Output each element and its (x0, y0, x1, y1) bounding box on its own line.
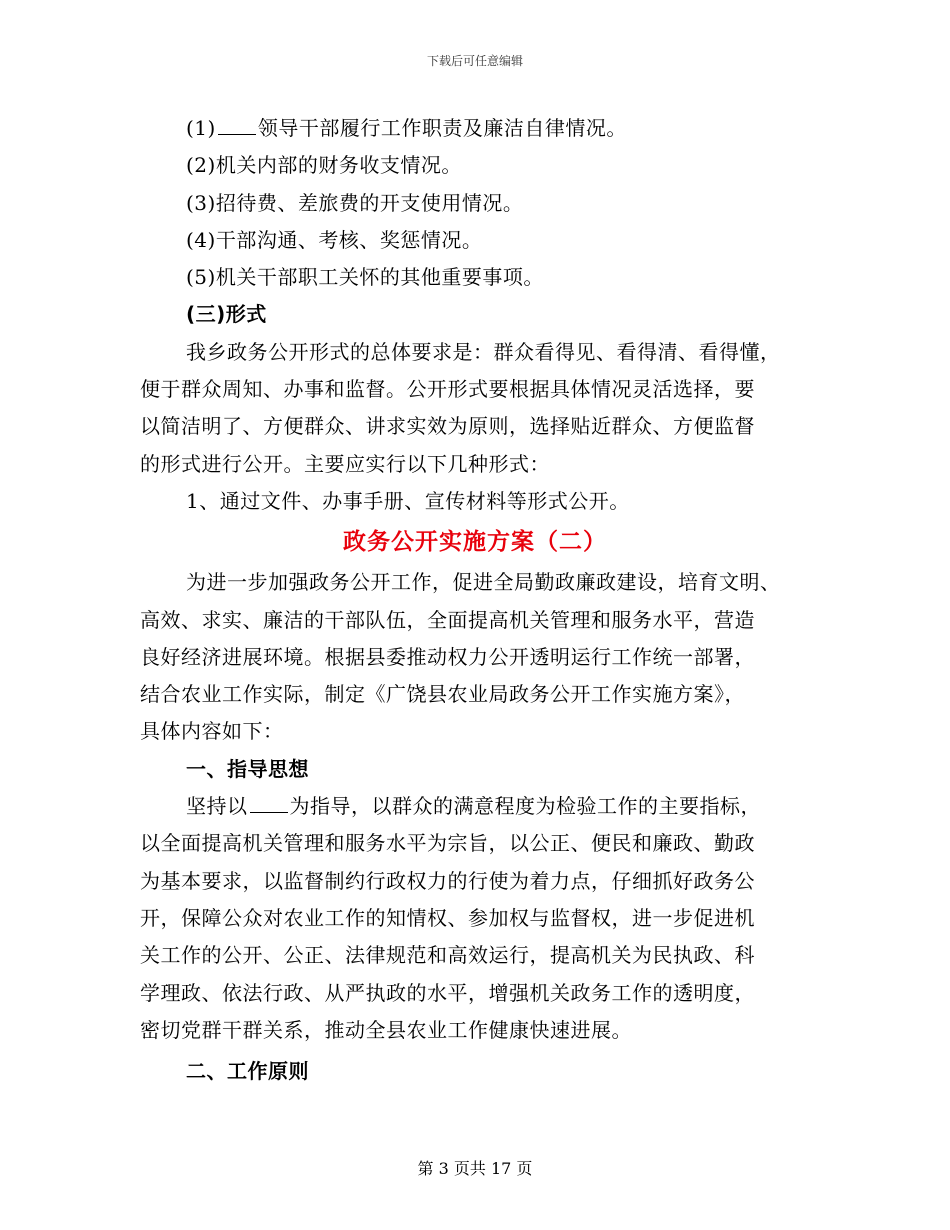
paragraph-line: 为进一步加强政务公开工作，促进全局勤政廉政建设，培育文明、 (186, 570, 781, 595)
paragraph-line: 关工作的公开、公正、法律规范和高效运行，提高机关为民执政、科 (140, 943, 755, 968)
form-item-1: 1、通过文件、办事手册、宣传材料等形式公开。 (186, 488, 630, 513)
heading-work-principles: 二、工作原则 (186, 1059, 309, 1084)
paragraph-line: 学理政、依法行政、从严执政的水平，增强机关政务工作的透明度， (140, 980, 755, 1005)
list-item-text: 领导干部履行工作职责及廉洁自律情况。 (257, 116, 627, 140)
list-item-text: 干部沟通、考核、奖惩情况。 (215, 227, 483, 252)
list-item-5 (140, 259, 810, 296)
paragraph-line: 以简洁明了、方便群众、讲求实效为原则，选择贴近群众、方便监督 (140, 414, 755, 439)
fill-blank (250, 790, 288, 813)
paragraph-line: 的形式进行公开。主要应实行以下几种形式： (140, 451, 550, 476)
list-item-4 (140, 222, 810, 259)
page-header: 下载后可任意编辑 (426, 54, 523, 68)
paragraph-line: 结合农业工作实际，制定《广饶县农业局政务公开工作实施方案》， (140, 682, 745, 707)
list-item-number: (4) (186, 227, 216, 252)
list-item-text: 机关干部职工关怀的其他重要事项。 (215, 265, 544, 290)
paragraph-line: 开，保障公众对农业工作的知情权、参加权与监督权，进一步促进机 (140, 905, 755, 930)
list-item-number: (1) (186, 116, 216, 140)
page-footer: 第 3 页共 17 页 (417, 1159, 533, 1178)
list-item-number: (2) (186, 153, 216, 178)
heading-guiding-thought: 一、指导思想 (186, 756, 309, 781)
paragraph-line (140, 788, 810, 825)
paragraph-text: 为指导，以群众的满意程度为检验工作的主要指标， (289, 794, 761, 819)
paragraph-line: 良好经济进展环境。根据县委推动权力公开透明运行工作统一部署， (140, 644, 755, 669)
document-body (140, 110, 810, 1090)
list-item-number: (5) (186, 265, 216, 290)
paragraph-line: 我乡政务公开形式的总体要求是：群众看得见、看得清、看得懂， (186, 339, 781, 364)
paragraph-line: 具体内容如下： (140, 719, 284, 744)
paragraph-line: 便于群众周知、办事和监督。公开形式要根据具体情况灵活选择，要 (140, 377, 755, 402)
list-item-3 (140, 185, 810, 222)
document-title: 政务公开实施方案（二） (343, 529, 607, 556)
fill-blank (218, 112, 256, 135)
section-heading-form: (三)形式 (186, 302, 267, 327)
paragraph-line: 高效、求实、廉洁的干部队伍，全面提高机关管理和服务水平，营造 (140, 607, 755, 632)
list-item-text: 招待费、差旅费的开支使用情况。 (215, 190, 524, 215)
list-item-number: (3) (186, 190, 216, 215)
list-item-2 (140, 147, 810, 184)
paragraph-line: 以全面提高机关管理和服务水平为宗旨，以公正、便民和廉政、勤政 (140, 831, 755, 856)
paragraph-line: 为基本要求，以监督制约行政权力的行使为着力点，仔细抓好政务公 (140, 868, 755, 893)
list-item-text: 机关内部的财务收支情况。 (215, 153, 462, 178)
paragraph-line: 密切党群干群关系，推动全县农业工作健康快速进展。 (140, 1017, 632, 1042)
paragraph-text: 坚持以 (186, 794, 248, 819)
list-item-1 (140, 110, 810, 147)
